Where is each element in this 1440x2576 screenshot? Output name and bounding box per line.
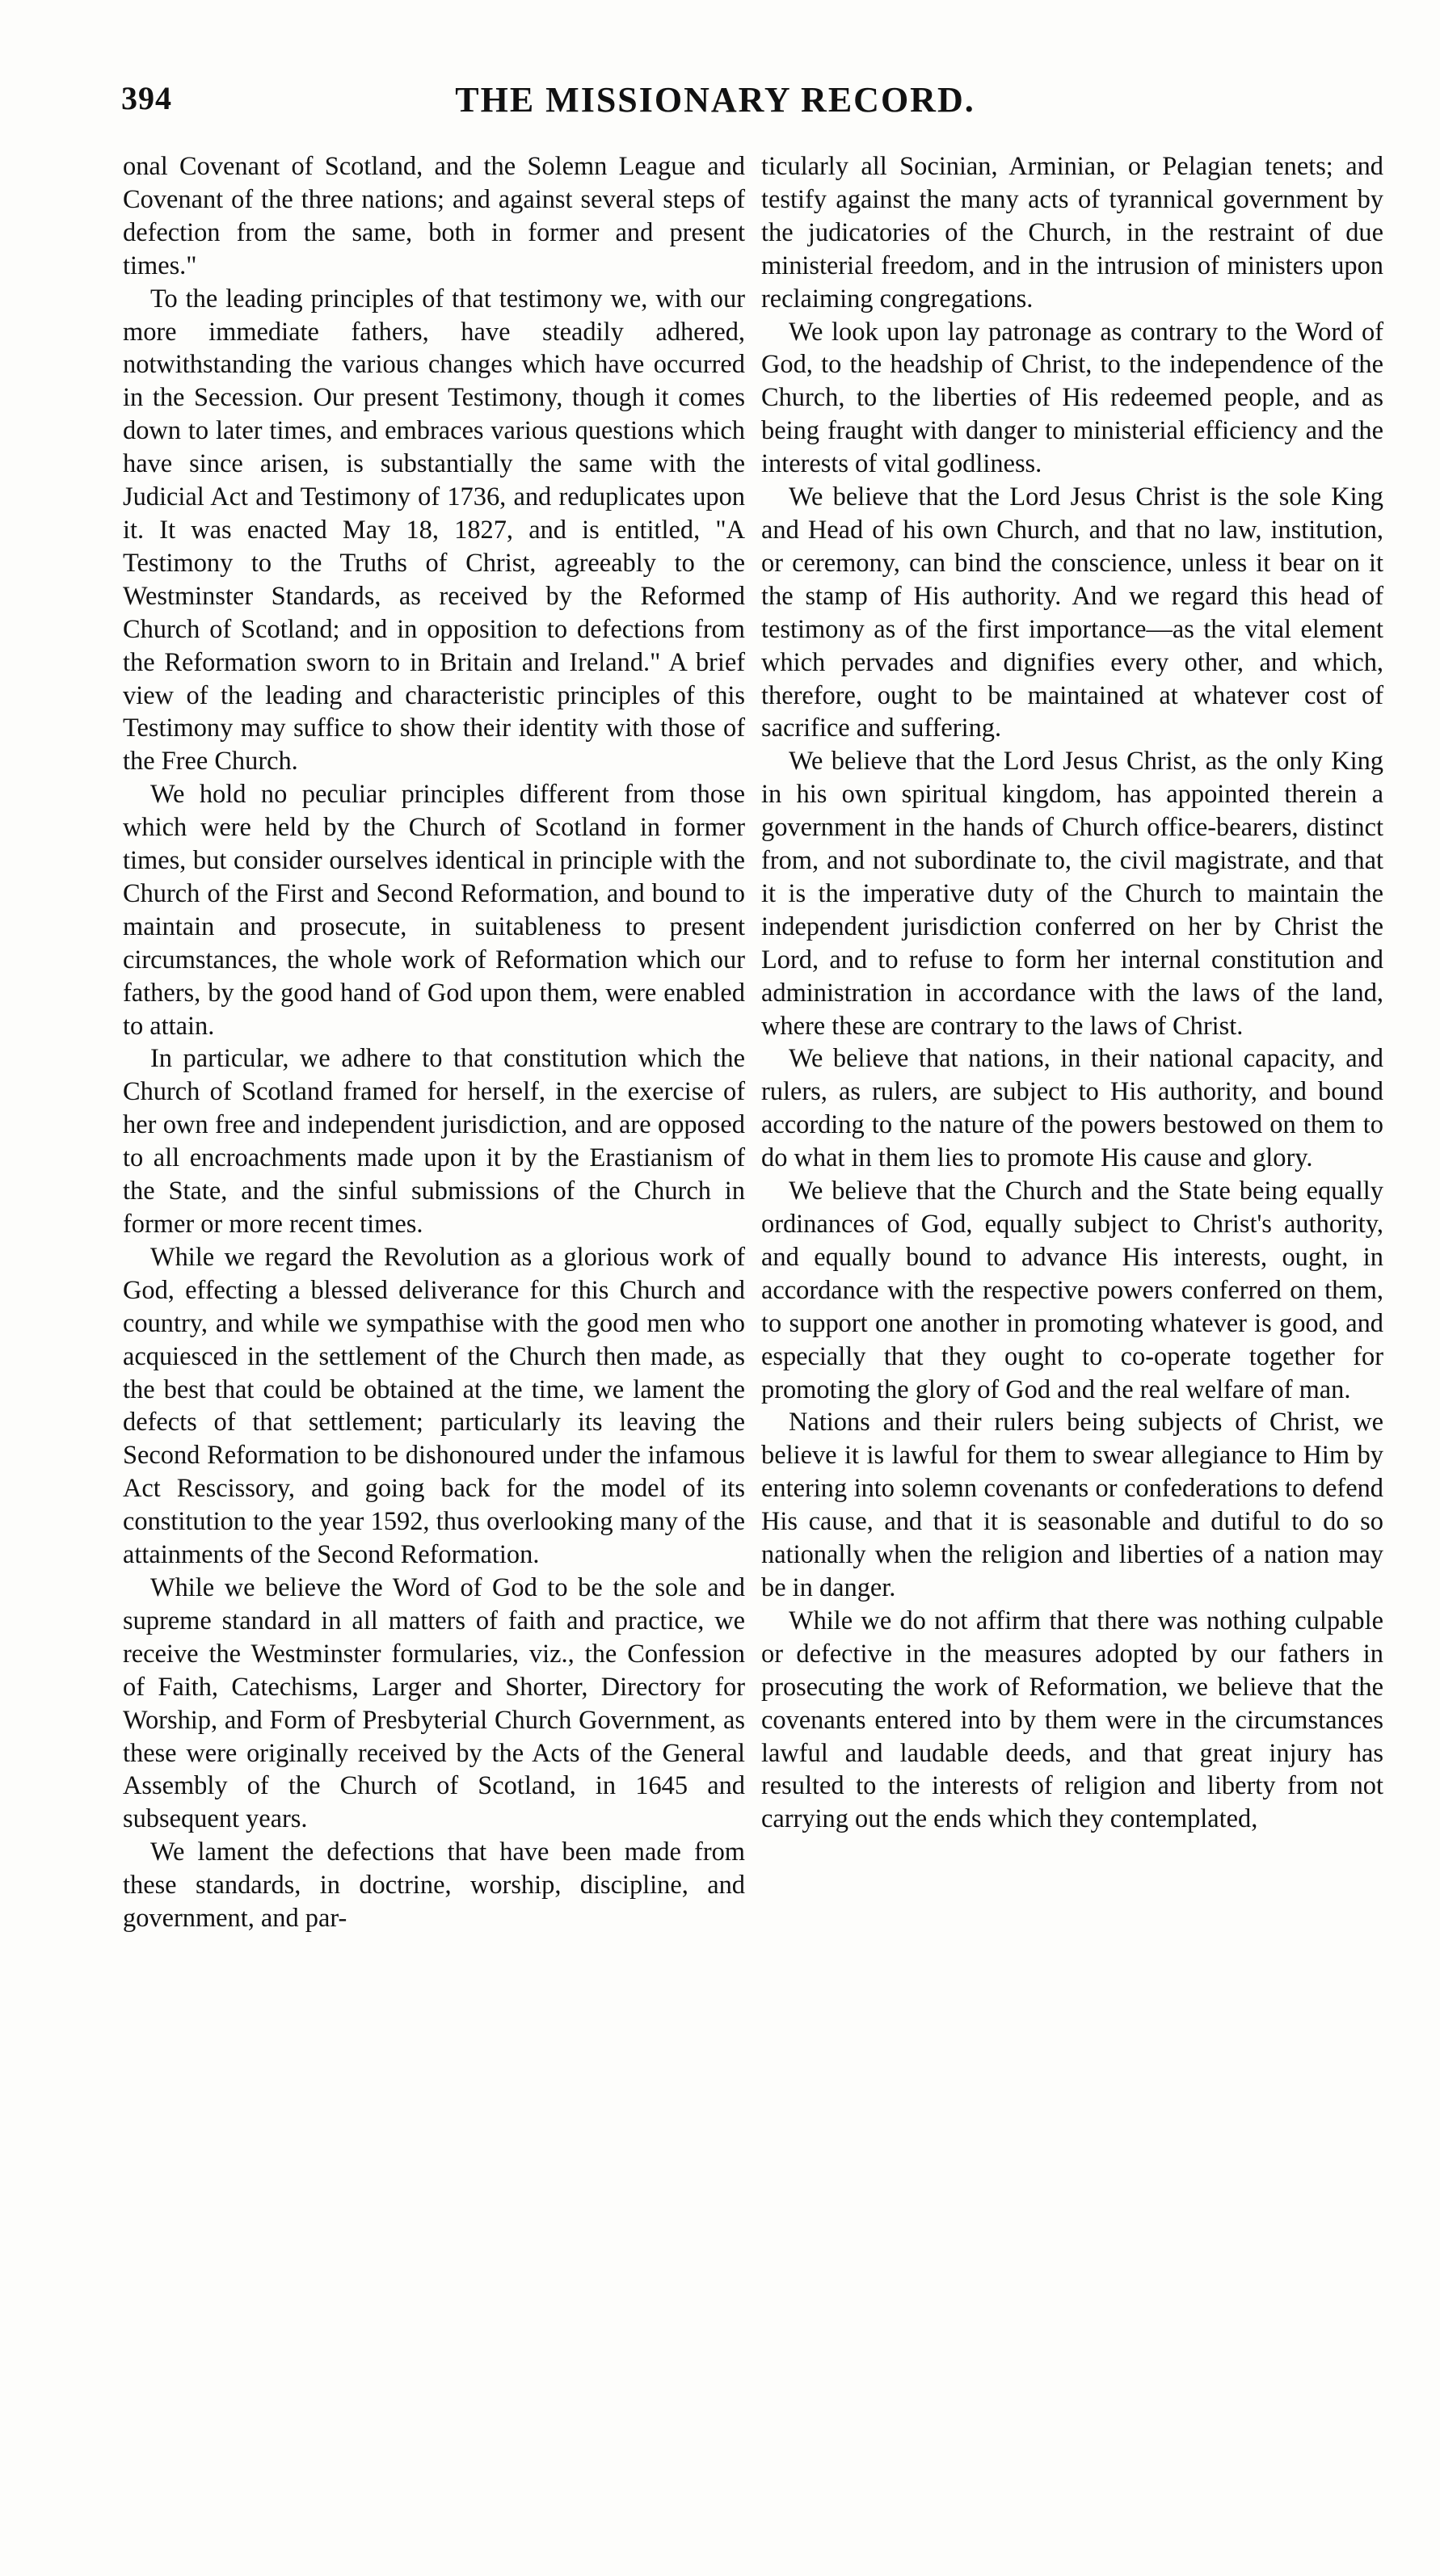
paragraph: We hold no peculiar principles different from those which were held by the Church of Scotland in former times, but consider ourselves identical in principle with the Church of the First and Second Reformation, and bound to maintain and prosecute, in suitableness to present circumstances, the whole work of Reformation which our fathers, by the good hand of God upon them, were enabled to attain. [123, 780, 745, 1041]
paragraph: While we do not affirm that there was nothing culpable or defective in the measures adopted by our fathers in prosecuting the work of Reformation, we believe that the covenants entered into by them were in the circumstances lawful and laudable deeds, and that great injury has resulted to the interests of religion and liberty from not carrying out the ends which they contemplated, [761, 1606, 1383, 1834]
page-header [121, 79, 1309, 136]
paragraph: To the leading principles of that testimony we, with our more immediate fathers, have steadily adhered, notwithstanding the various changes which have occurred in the Secession. Our present Testimony, though it comes down to later times, and embraces various questions which have since arisen, is substantially the same with the Judicial Act and Testimony of 1736, and reduplicates upon it. It was enacted May 18, 1827, and is entitled, "A Testimony to the Truths of Christ, agreeably to the Westminster Standards, as received by the Reformed Church of Scotland; and in opposition to defections from the Reformation sworn to in Britain and Ireland." A brief view of the leading and characteristic principles of this Testimony may suffice to show their identity with those of the Free Church. [123, 284, 745, 777]
paragraph: We believe that the Lord Jesus Christ, as the only King in his own spiritual kingdom, has appointed therein a government in the hands of Church office-bearers, distinct from, and not subordinate to, the civil magistrate, and that it is the imperative duty of the Church to maintain the independent jurisdiction conferred on her by Christ the Lord, and to refuse to form her internal constitution and administration in accordance with the laws of the land, where these are contrary to the laws of Christ. [761, 747, 1383, 1041]
paragraph: Nations and their rulers being subjects of Christ, we believe it is lawful for them to swear allegiance to Him by entering into solemn covenants or confederations to defend His cause, and that it is seasonable and dutiful to do so nationally when the religion and liberties of a nation may be in danger. [761, 1408, 1383, 1602]
page-number: 394 [121, 80, 172, 116]
paragraph: While we regard the Revolution as a glorious work of God, effecting a blessed deliverance for this Church and country, and while we sympathise with the good men who acquiesced in the settlement of the Church then made, as the best that could be obtained at the time, we lament the defects of that settlement; particularly its leaving the Second Reformation to be dishonoured under the infamous Act Rescissory, and going back for the model of its constitution to the year 1592, thus overlooking many of the attainments of the Second Reformation. [123, 1242, 745, 1570]
paragraph: We believe that nations, in their national capacity, and rulers, as rulers, are subject to His authority, and bound according to the nature of the powers bestowed on them to do what in them lies to promote His cause and glory. [761, 1044, 1383, 1173]
paragraph: In particular, we adhere to that constitution which the Church of Scotland framed for herself, in the exercise of her own free and independent jurisdiction, and are opposed to all encroachments made upon it by the Erastianism of the State, and the sinful submissions of the Church in former or more recent times. [123, 1044, 745, 1239]
paragraph: While we believe the Word of God to be the sole and supreme standard in all matters of faith and practice, we receive the Westminster formularies, viz., the Confession of Faith, Catechisms, Larger and Shorter, Directory for Worship, and Form of Presbyterial Church Government, as these were originally received by the Acts of the General Assembly of the Church of Scotland, in 1645 and subsequent years. [123, 1572, 745, 1834]
paragraph-continued: onal Covenant of Scotland, and the Solemn League and Covenant of the three nations; and against several steps of defection from the same, both in former and present times." [123, 152, 745, 280]
paragraph: We believe that the Lord Jesus Christ is the sole King and Head of his own Church, and that no law, institution, or ceremony, can bind the conscience, unless it bear on it the stamp of His authority. And we regard this head of testimony as of the first importance—as the vital element which pervades and dignifies every other, and which, therefore, ought to be maintained at whatever cost of sacrifice and suffering. [761, 482, 1383, 743]
paragraph-continued: ticularly all Socinian, Arminian, or Pelagian tenets; and testify against the many acts of tyrannical government by the judicatories of the Church, in the restraint of due ministerial freedom, and in the intrusion of ministers upon reclaiming congregations. [761, 152, 1383, 314]
paragraph: We look upon lay patronage as contrary to the Word of God, to the headship of Christ, to the independence of the Church, to the liberties of His redeemed people, and as being fraught with danger to ministerial efficiency and the interests of vital godliness. [761, 317, 1383, 479]
left-column [123, 150, 745, 1935]
running-title: THE MISSIONARY RECORD. [455, 80, 975, 120]
paragraph: We believe that the Church and the State being equally ordinances of God, equally subject to Christ's authority, and equally bound to advance His interests, ought, in accordance with the respective powers conferred on them, to support one another in promoting whatever is good, and especially that they ought to co-operate together for promoting the glory of God and the real welfare of man. [761, 1176, 1383, 1404]
right-column [761, 150, 1383, 1836]
paragraph: We lament the defections that have been made from these standards, in doctrine, worship, discipline, and government, and par- [123, 1837, 745, 1934]
